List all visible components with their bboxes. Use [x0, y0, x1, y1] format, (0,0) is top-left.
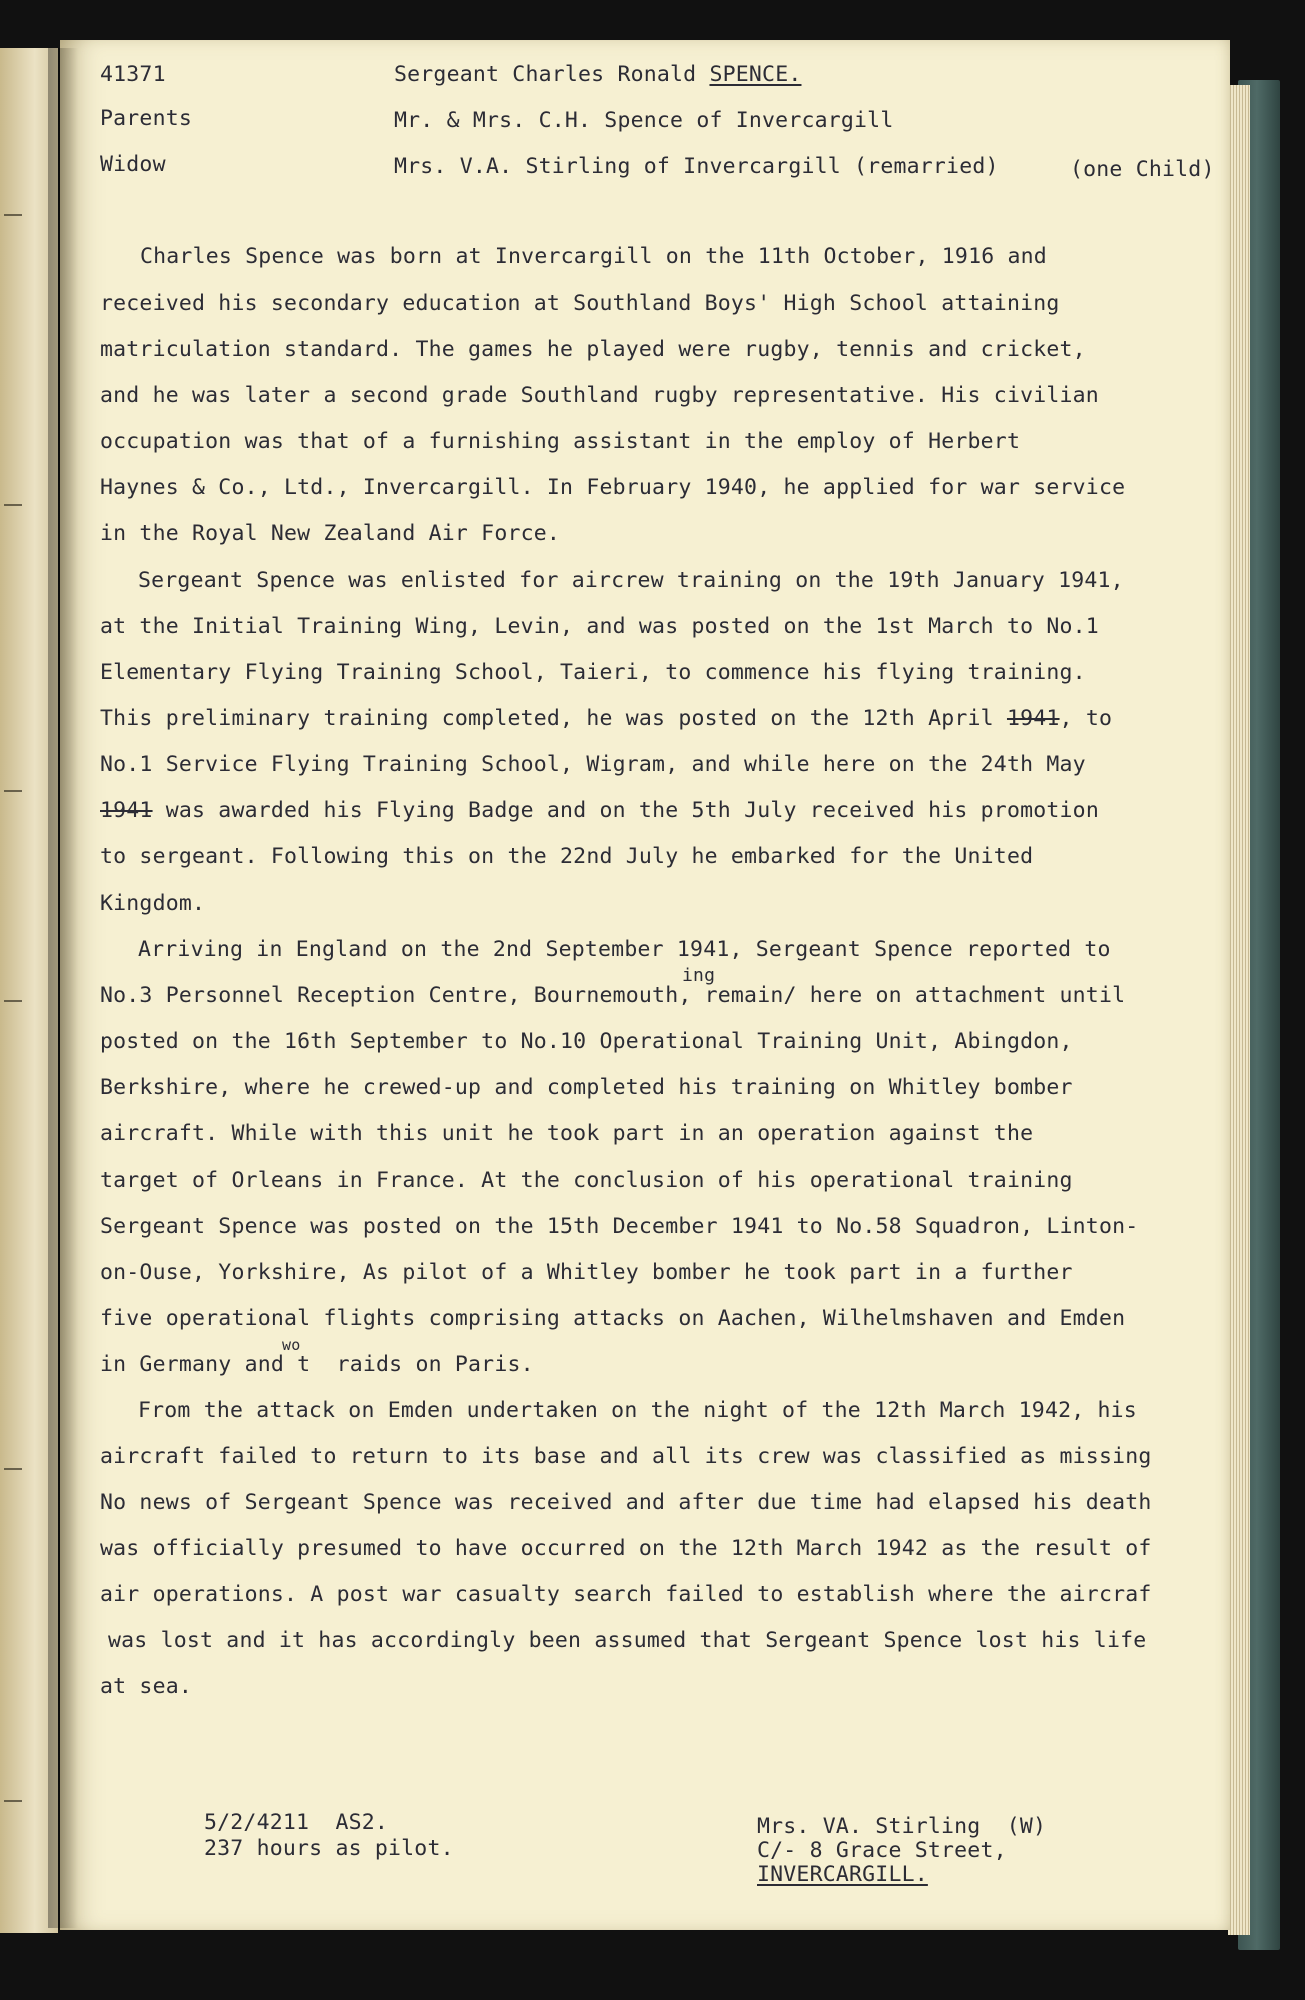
binding-stitch [4, 1468, 22, 1470]
address-city: INVERCARGILL. [757, 1862, 928, 1887]
body-line: Arriving in England on the 2nd September 1941, Sergeant Spence reported to [138, 937, 1111, 962]
binding-stitch [4, 214, 22, 216]
body-line: to sergeant. Following this on the 22nd July he embarked for the United [100, 844, 1034, 869]
binding-stitch [4, 790, 22, 792]
parents-value: Mr. & Mrs. C.H. Spence of Invercargill [394, 108, 894, 133]
body-line: Charles Spence was born at Invercargill on the 11th October, 1916 and [140, 244, 1047, 269]
body-line: received his secondary education at Southland Boys' High School attaining [100, 291, 1060, 316]
body-line: five operational flights comprising attacks on Aachen, Wilhelmshaven and Emden [100, 1306, 1126, 1331]
address-street: C/- 8 Grace Street, [757, 1838, 1007, 1863]
child-note: (one Child) [1070, 157, 1215, 182]
file-reference: 5/2/4211 AS2. [204, 1810, 389, 1835]
struck-year: 1941 [1006, 706, 1060, 731]
body-line: air operations. A post war casualty search failed to establish where the aircraf [100, 1582, 1152, 1607]
struck-tail: , to [1059, 706, 1113, 731]
body-line-struck [100, 706, 1112, 731]
body-line: Sergeant Spence was enlisted for aircrew training on the 19th January 1941, [138, 568, 1124, 593]
body-line: at the Initial Training Wing, Levin, and was posted on the 1st March to No.1 [100, 614, 1099, 639]
page-edges [1228, 85, 1250, 1935]
widow-value: Mrs. V.A. Stirling of Invercargill (remarried) [394, 154, 999, 179]
body-line-text: This preliminary training completed, he was posted on the 12th April [100, 706, 994, 731]
body-line: No.1 Service Flying Training School, Wigram, and while here on the 24th May [100, 752, 1086, 777]
body-line: at sea. [100, 1674, 193, 1699]
body-line: aircraft. While with this unit he took part in an operation against the [100, 1121, 1034, 1146]
body-line: occupation was that of a furnishing assistant in the employ of Herbert [100, 429, 1021, 454]
body-line: Haynes & Co., Ltd., Invercargill. In February 1940, he applied for war service [100, 475, 1126, 500]
address-name: Mrs. VA. Stirling (W) [757, 1814, 1047, 1839]
body-line: Berkshire, where he crewed-up and completed his training on Whitley bomber [100, 1075, 1073, 1100]
binding-stitch [4, 504, 22, 506]
record-title [394, 62, 801, 87]
body-line-text: was awarded his Flying Badge and on the 5th July received his promotion [165, 798, 1099, 823]
title-surname: SPENCE. [709, 62, 802, 87]
insertion-wo: wo [282, 1336, 301, 1354]
body-line: was lost and it has accordingly been assumed that Sergeant Spence lost his life [108, 1628, 1147, 1653]
title-prefix: Sergeant Charles Ronald [394, 62, 710, 87]
widow-label: Widow [100, 152, 166, 177]
body-line: Sergeant Spence was posted on the 15th December 1941 to No.58 Squadron, Linton- [100, 1214, 1139, 1239]
binding-stitch [4, 1000, 22, 1002]
parents-label: Parents [100, 106, 193, 131]
body-line: matriculation standard. The games he played were rugby, tennis and cricket, [100, 337, 1086, 362]
body-line: From the attack on Emden undertaken on the night of the 12th March 1942, his [138, 1398, 1137, 1423]
struck-year: 1941 [100, 798, 153, 823]
body-line: No.3 Personnel Reception Centre, Bournemouth, remain/ here on attachment until [100, 983, 1126, 1008]
body-line: posted on the 16th September to No.10 Operational Training Unit, Abingdon, [100, 1029, 1073, 1054]
body-line: in the Royal New Zealand Air Force. [100, 521, 561, 546]
service-number: 41371 [100, 62, 166, 87]
body-line: in Germany and t raids on Paris. [100, 1352, 534, 1377]
body-line: Elementary Flying Training School, Taieri, to commence his flying training. [100, 660, 1086, 685]
spine-shadow [48, 48, 78, 1928]
body-line: Kingdom. [100, 891, 206, 916]
body-line: target of Orleans in France. At the conclusion of his operational training [100, 1168, 1073, 1193]
binding-stitch [4, 1800, 22, 1802]
body-line: aircraft failed to return to its base and all its crew was classified as missing [100, 1444, 1152, 1469]
body-line: No news of Sergeant Spence was received and after due time had elapsed his death [100, 1490, 1152, 1515]
body-line: on-Ouse, Yorkshire, As pilot of a Whitley bomber he took part in a further [100, 1260, 1073, 1285]
body-line-struck [100, 798, 1099, 823]
document-page [60, 40, 1230, 1930]
flying-hours: 237 hours as pilot. [204, 1836, 454, 1861]
body-line: was officially presumed to have occurred on the 12th March 1942 as the result of [100, 1536, 1152, 1561]
insertion-ing: ing [682, 965, 716, 986]
body-line: and he was later a second grade Southland rugby representative. His civilian [100, 383, 1099, 408]
